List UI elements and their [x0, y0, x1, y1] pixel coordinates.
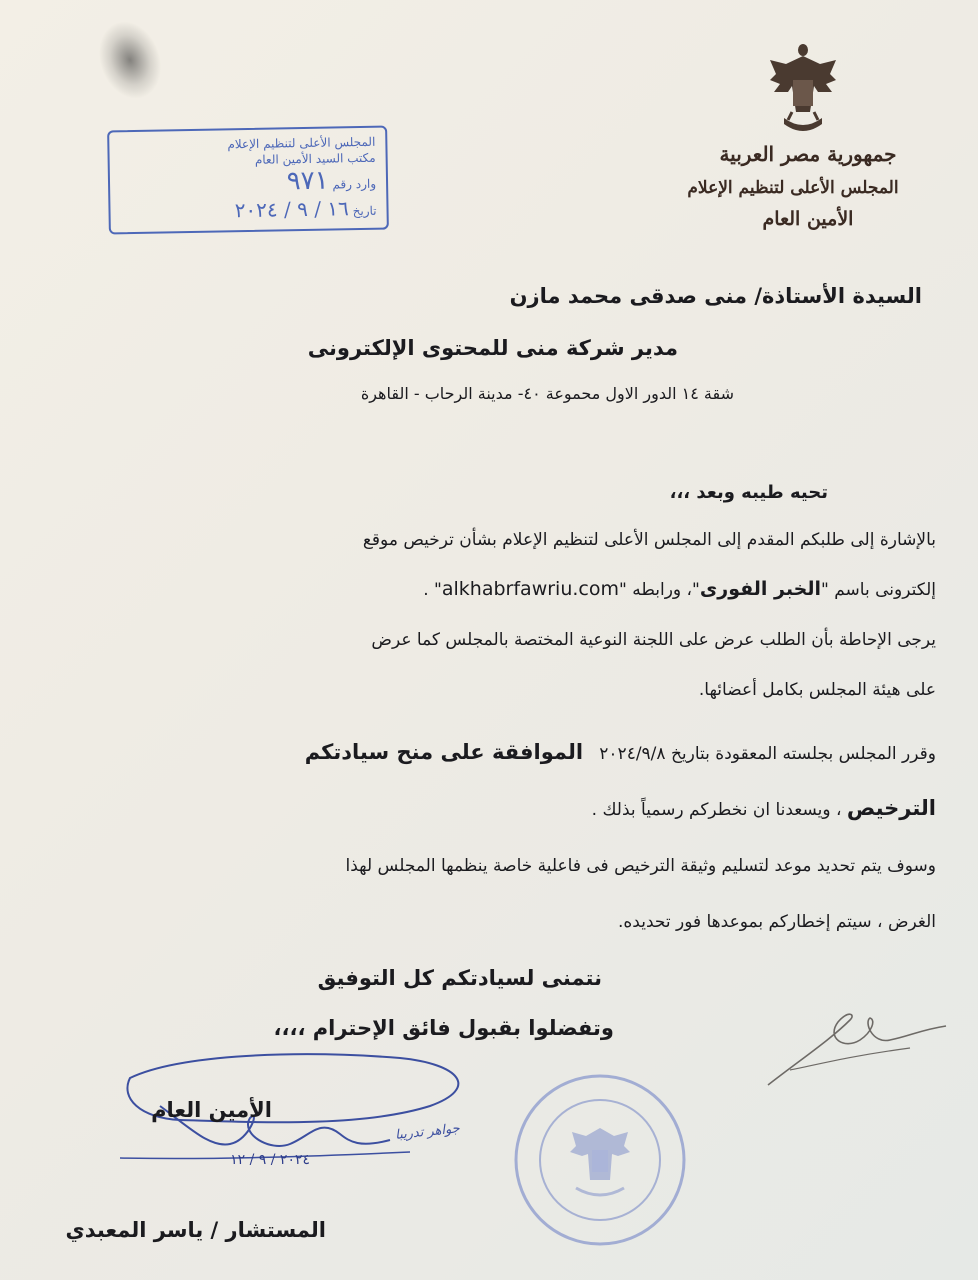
paragraph1-line1: بالإشارة إلى طلبكم المقدم إلى المجلس الأعلى لتنظيم الإعلام بشأن ترخيص موقع	[362, 530, 936, 550]
paragraph4-line1: وسوف يتم تحديد موعد لتسليم وثيقة الترخيص فى فاعلية خاصة ينظمها المجلس لهذا	[345, 856, 936, 876]
stamp-number-row	[120, 166, 376, 198]
p1-text-c: " .	[423, 580, 442, 600]
stamp-date: ١٦ / ٩ / ٢٠٢٤	[234, 196, 349, 223]
paragraph3-line1	[305, 740, 936, 764]
official-seal-icon	[510, 1070, 690, 1250]
eagle-emblem-icon	[766, 40, 840, 140]
paragraph4-line2: الغرض ، سيتم إخطاركم بموعدها فور تحديده.	[617, 912, 936, 932]
recipient-title: مدير شركة منى للمحتوى الإلكترونى	[307, 336, 678, 360]
ink-smudge	[88, 12, 172, 108]
p3-license: الترخيص	[846, 796, 936, 820]
site-name: الخبر الفورى	[699, 578, 821, 600]
handwritten-date: ٢٠٢٤ / ٩ / ١٢	[230, 1152, 310, 1168]
signature-name: المستشار / ياسر المعبدي	[65, 1218, 326, 1242]
p1-text-b: "، ورابطه "	[618, 580, 700, 600]
initials-signature-icon	[760, 1000, 950, 1095]
stamp-line-office: مكتب السيد الأمين العام	[254, 150, 376, 167]
closing-line2: وتفضلوا بقبول فائق الإحترام ،،،،	[273, 1016, 614, 1040]
header-country: جمهورية مصر العربية	[719, 142, 897, 166]
p3-text-a: وقرر المجلس بجلسته المعقودة بتاريخ ٢٠٢٤/٩/٨	[599, 744, 936, 764]
p3-text-b: ، ويسعدنا ان نخطركم رسمياً بذلك .	[591, 800, 842, 820]
recipient-name: السيدة الأستاذة/ منى صدقى محمد مازن	[509, 284, 922, 308]
p3-approval: الموافقة على منح سيادتكم	[304, 740, 584, 764]
site-url: alkhabrfawriu.com	[441, 578, 619, 600]
paragraph2-line1: يرجى الإحاطة بأن الطلب عرض على اللجنة النوعية المختصة بالمجلس كما عرض	[371, 630, 936, 650]
recipient-address: شقة ١٤ الدور الاول محموعة ٤٠- مدينة الرحاب - القاهرة	[360, 384, 734, 403]
incoming-stamp	[107, 126, 389, 235]
paragraph1-line2	[423, 578, 936, 600]
stamp-date-row	[120, 194, 376, 226]
closing-line1: نتمنى لسيادتكم كل التوفيق	[317, 966, 602, 990]
stamp-line-council: المجلس الأعلى لتنظيم الإعلام	[227, 134, 376, 152]
paragraph3-line2	[592, 796, 936, 820]
stamp-number: ٩٧١	[286, 165, 329, 197]
p1-text-a: إلكترونى باسم "	[820, 580, 936, 600]
greeting: تحيه طيبه وبعد ،،،	[669, 482, 828, 503]
header-office: الأمين العام	[762, 208, 854, 230]
stamp-number-label: وارد رقم	[332, 176, 377, 192]
header-council: المجلس الأعلى لتنظيم الإعلام	[687, 178, 899, 198]
signature-role: الأمين العام	[151, 1098, 272, 1122]
handwritten-note: جواهر تدريبا	[394, 1121, 461, 1143]
stamp-date-label: تاريخ	[352, 203, 377, 219]
paragraph2-line2: على هيئة المجلس بكامل أعضائها.	[698, 680, 936, 700]
